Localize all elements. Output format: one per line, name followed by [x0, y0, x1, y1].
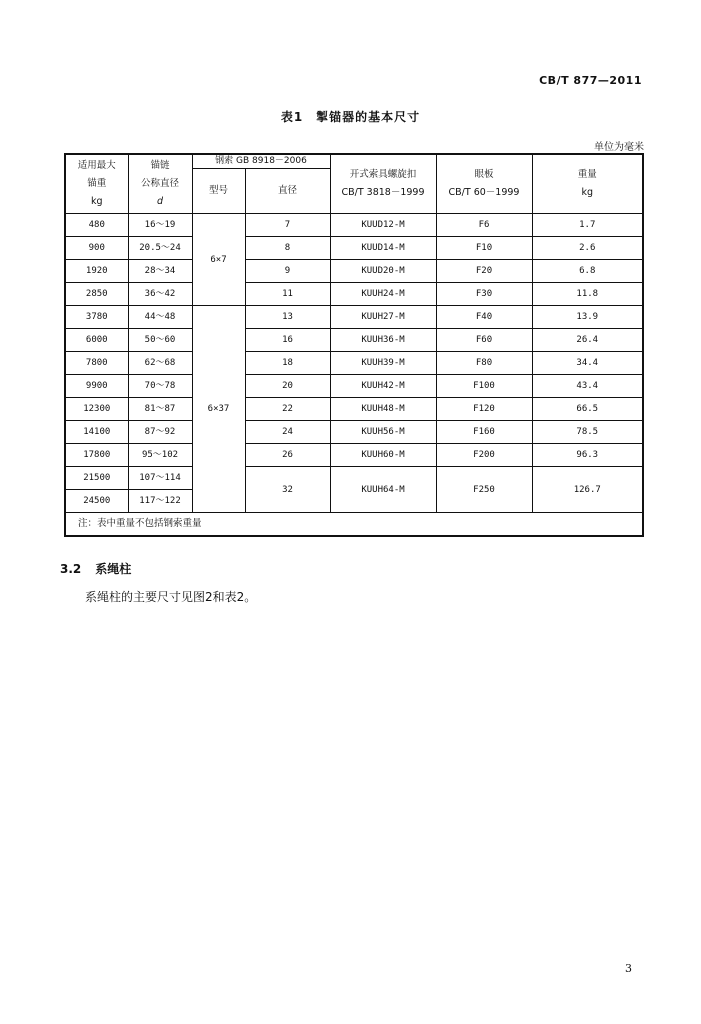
header-text: CB/T 60－1999 — [448, 187, 520, 198]
header-text: 开式索具螺旋扣 — [349, 169, 417, 180]
cell-rope-type: 6×7 — [192, 214, 245, 306]
cell-anchor: 17800 — [65, 444, 128, 467]
cell-chain: 50～60 — [128, 329, 192, 352]
cell-rope-dia: 32 — [245, 467, 330, 513]
table-row — [65, 214, 643, 237]
cell-anchor: 21500 — [65, 467, 128, 490]
header-text: kg — [90, 196, 103, 207]
cell-chain: 28～34 — [128, 260, 192, 283]
cell-turnbuckle: KUUD12-M — [330, 214, 436, 237]
cell-eye-plate: F40 — [436, 306, 532, 329]
header-text: kg — [581, 187, 594, 198]
cell-chain: 117～122 — [128, 490, 192, 513]
cell-eye-plate: F200 — [436, 444, 532, 467]
body-paragraph: 系绳柱的主要尺寸见图2和表2。 — [85, 590, 257, 604]
header-text: 锚重 — [87, 178, 107, 189]
table-row — [65, 375, 643, 398]
cell-eye-plate: F10 — [436, 237, 532, 260]
cell-rope-dia: 22 — [245, 398, 330, 421]
cell-chain: 95～102 — [128, 444, 192, 467]
cell-chain: 70～78 — [128, 375, 192, 398]
cell-turnbuckle: KUUH56-M — [330, 421, 436, 444]
cell-anchor: 3780 — [65, 306, 128, 329]
table-row — [65, 306, 643, 329]
cell-rope-dia: 11 — [245, 283, 330, 306]
cell-rope-dia: 18 — [245, 352, 330, 375]
cell-rope-dia: 9 — [245, 260, 330, 283]
table-row — [65, 467, 643, 490]
cell-anchor: 14100 — [65, 421, 128, 444]
cell-weight: 96.3 — [532, 444, 643, 467]
cell-anchor: 9900 — [65, 375, 128, 398]
table-row — [65, 398, 643, 421]
cell-weight: 78.5 — [532, 421, 643, 444]
header-rope-type: 型号 — [192, 169, 245, 214]
cell-eye-plate: F250 — [436, 467, 532, 513]
cell-rope-dia: 8 — [245, 237, 330, 260]
header-text: 重量 — [577, 169, 597, 180]
cell-eye-plate: F160 — [436, 421, 532, 444]
cell-anchor: 1920 — [65, 260, 128, 283]
cell-anchor: 12300 — [65, 398, 128, 421]
section-heading — [60, 560, 131, 577]
page-number: 3 — [625, 962, 632, 975]
cell-eye-plate: F6 — [436, 214, 532, 237]
cell-anchor: 900 — [65, 237, 128, 260]
cell-chain: 36～42 — [128, 283, 192, 306]
cell-chain: 107～114 — [128, 467, 192, 490]
header-text: 适用最大 — [77, 160, 116, 171]
cell-weight: 2.6 — [532, 237, 643, 260]
cell-eye-plate: F120 — [436, 398, 532, 421]
header-text: CB/T 3818－1999 — [341, 187, 425, 198]
table-row — [65, 444, 643, 467]
header-eye-plate — [436, 154, 532, 214]
cell-chain: 20.5～24 — [128, 237, 192, 260]
cell-turnbuckle: KUUD14-M — [330, 237, 436, 260]
table-row — [65, 260, 643, 283]
table-header-row — [65, 154, 643, 169]
cell-anchor: 6000 — [65, 329, 128, 352]
header-rope-diameter: 直径 — [245, 169, 330, 214]
cell-weight: 66.5 — [532, 398, 643, 421]
header-text: 公称直径 — [140, 178, 179, 189]
header-text: 眼板 — [474, 169, 494, 180]
cell-turnbuckle: KUUH36-M — [330, 329, 436, 352]
table-row — [65, 352, 643, 375]
cell-chain: 62～68 — [128, 352, 192, 375]
cell-turnbuckle: KUUH64-M — [330, 467, 436, 513]
cell-weight: 13.9 — [532, 306, 643, 329]
cell-chain: 44～48 — [128, 306, 192, 329]
cell-turnbuckle: KUUD20-M — [330, 260, 436, 283]
cell-weight: 43.4 — [532, 375, 643, 398]
cell-turnbuckle: KUUH60-M — [330, 444, 436, 467]
cell-anchor: 7800 — [65, 352, 128, 375]
cell-eye-plate: F60 — [436, 329, 532, 352]
cell-weight: 34.4 — [532, 352, 643, 375]
cell-chain: 87～92 — [128, 421, 192, 444]
cell-weight: 11.8 — [532, 283, 643, 306]
cell-rope-dia: 16 — [245, 329, 330, 352]
section-number: 3.2 — [60, 562, 82, 576]
header-text: 锚链 — [150, 160, 170, 171]
header-wire-rope: 钢索 GB 8918－2006 — [192, 154, 330, 169]
cell-weight: 26.4 — [532, 329, 643, 352]
cell-rope-dia: 24 — [245, 421, 330, 444]
table-row — [65, 421, 643, 444]
cell-turnbuckle: KUUH48-M — [330, 398, 436, 421]
cell-chain: 81～87 — [128, 398, 192, 421]
cell-turnbuckle: KUUH24-M — [330, 283, 436, 306]
header-chain-diameter — [128, 154, 192, 214]
section-title: 系绳柱 — [95, 562, 132, 576]
table-note: 注：表中重量不包括钢索重量 — [65, 513, 643, 537]
cell-eye-plate: F80 — [436, 352, 532, 375]
unit-note: 单位为毫米 — [594, 142, 644, 153]
dimension-table — [64, 153, 644, 537]
header-weight — [532, 154, 643, 214]
cell-anchor: 24500 — [65, 490, 128, 513]
table-title: 表1 掣锚器的基本尺寸 — [280, 110, 421, 124]
cell-rope-dia: 13 — [245, 306, 330, 329]
cell-eye-plate: F30 — [436, 283, 532, 306]
cell-rope-dia: 26 — [245, 444, 330, 467]
cell-weight: 1.7 — [532, 214, 643, 237]
table-row — [65, 237, 643, 260]
header-turnbuckle — [330, 154, 436, 214]
cell-rope-dia: 20 — [245, 375, 330, 398]
cell-chain: 16～19 — [128, 214, 192, 237]
header-anchor-weight — [65, 154, 128, 214]
cell-turnbuckle: KUUH39-M — [330, 352, 436, 375]
cell-rope-type: 6×37 — [192, 306, 245, 513]
table-note-row — [65, 513, 643, 537]
cell-weight: 6.8 — [532, 260, 643, 283]
table-row — [65, 329, 643, 352]
cell-weight: 126.7 — [532, 467, 643, 513]
cell-anchor: 2850 — [65, 283, 128, 306]
cell-eye-plate: F100 — [436, 375, 532, 398]
header-text: d — [156, 196, 164, 207]
cell-anchor: 480 — [65, 214, 128, 237]
cell-turnbuckle: KUUH27-M — [330, 306, 436, 329]
cell-turnbuckle: KUUH42-M — [330, 375, 436, 398]
cell-rope-dia: 7 — [245, 214, 330, 237]
standard-code: CB/T 877—2011 — [539, 74, 642, 87]
table-row — [65, 283, 643, 306]
cell-eye-plate: F20 — [436, 260, 532, 283]
